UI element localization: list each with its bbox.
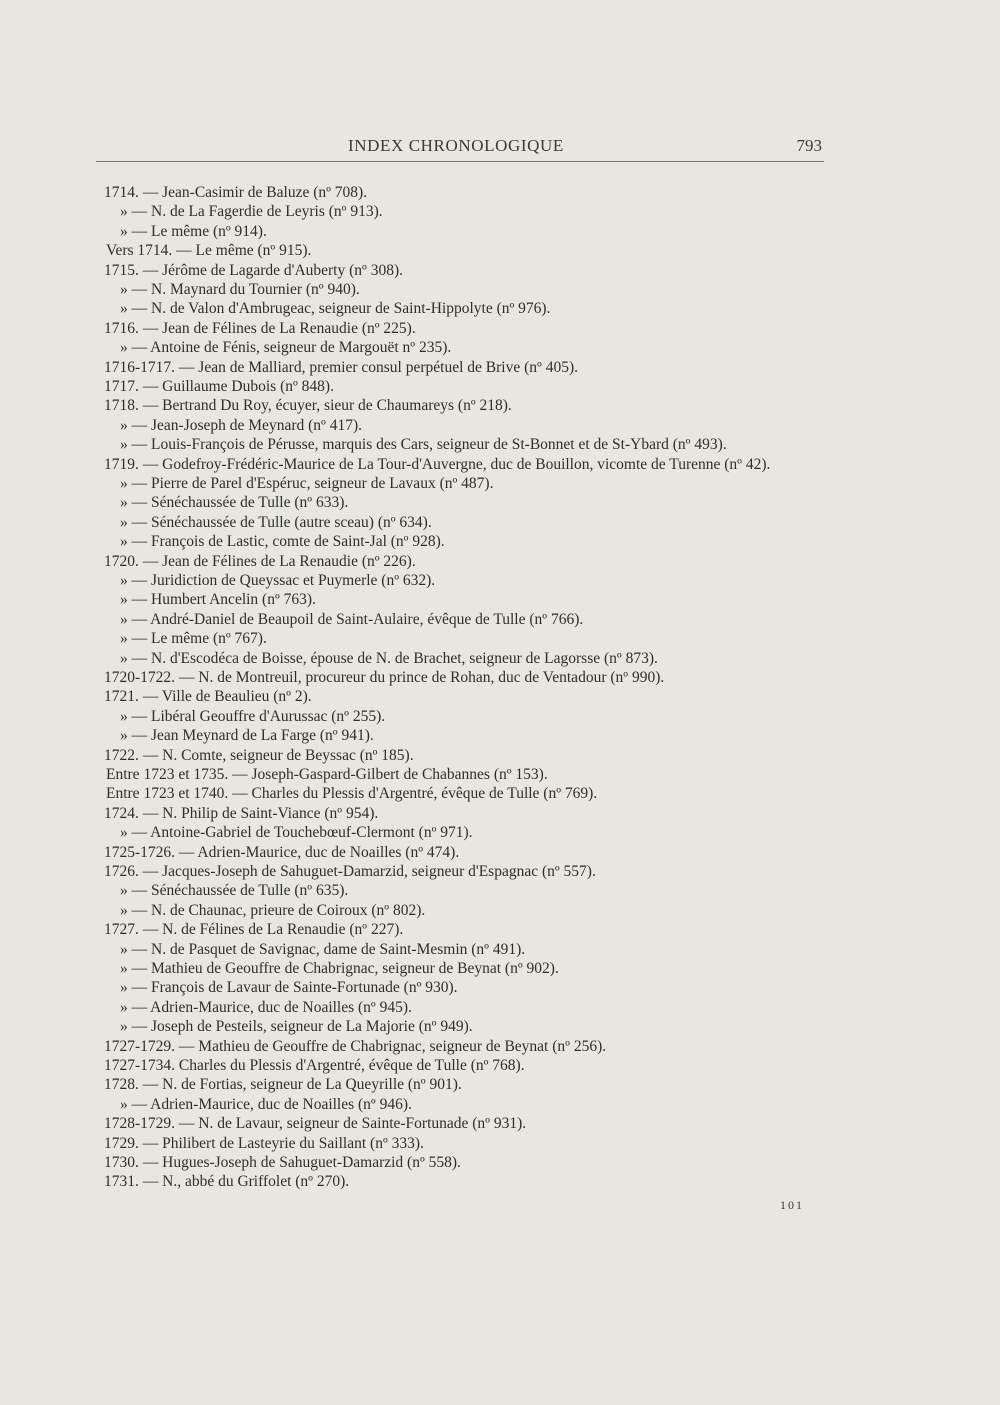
index-entry: » — Adrien-Maurice, duc de Noailles (nº 946). — [120, 1096, 412, 1113]
signature-mark: 101 — [780, 1198, 804, 1212]
index-entry: » — Sénéchaussée de Tulle (autre sceau) (nº 634). — [120, 514, 432, 531]
index-entry: 1714. — Jean-Casimir de Baluze (nº 708). — [104, 184, 368, 201]
index-entry: 1715. — Jérôme de Lagarde d'Auberty (nº 308). — [104, 262, 403, 279]
index-entry: » — Jean Meynard de La Farge (nº 941). — [120, 727, 374, 744]
index-entry: 1727-1729. — Mathieu de Geouffre de Chabrignac, seigneur de Beynat (nº 256). — [104, 1038, 607, 1055]
index-entry: » — N. Maynard du Tournier (nº 940). — [120, 281, 360, 298]
index-entry: » — Jean-Joseph de Meynard (nº 417). — [120, 417, 362, 434]
index-entry: » — Mathieu de Geouffre de Chabrignac, seigneur de Beynat (nº 902). — [120, 960, 559, 977]
index-entry: Entre 1723 et 1735. — Joseph-Gaspard-Gilbert de Chabannes (nº 153). — [106, 766, 548, 783]
index-entry: » — Le même (nº 767). — [120, 630, 267, 647]
index-entry: 1731. — N., abbé du Griffolet (nº 270). — [104, 1173, 350, 1190]
index-entry: » — N. de Pasquet de Savignac, dame de Saint-Mesmin (nº 491). — [120, 941, 526, 958]
index-entry: » — Sénéchaussée de Tulle (nº 635). — [120, 882, 349, 899]
index-entry: » — Adrien-Maurice, duc de Noailles (nº 945). — [120, 999, 412, 1016]
index-entry: Vers 1714. — Le même (nº 915). — [106, 242, 312, 259]
index-entry: » — Juridiction de Queyssac et Puymerle (nº 632). — [120, 572, 436, 589]
index-entry: 1730. — Hugues-Joseph de Sahuguet-Damarzid (nº 558). — [104, 1154, 461, 1171]
running-title: INDEX CHRONOLOGIQUE — [348, 136, 564, 155]
index-entry: 1728-1729. — N. de Lavaur, seigneur de Sainte-Fortunade (nº 931). — [104, 1115, 527, 1132]
index-entry: » — Joseph de Pesteils, seigneur de La Majorie (nº 949). — [120, 1018, 473, 1035]
index-entry: 1717. — Guillaume Dubois (nº 848). — [104, 378, 334, 395]
index-entry: 1720-1722. — N. de Montreuil, procureur du prince de Rohan, duc de Ventadour (nº 990). — [104, 669, 665, 686]
header-rule — [96, 161, 824, 162]
index-entry: » — Le même (nº 914). — [120, 223, 267, 240]
index-entry: » — N. d'Escodéca de Boisse, épouse de N. de Brachet, seigneur de Lagorsse (nº 873). — [120, 650, 658, 667]
index-entry: Entre 1723 et 1740. — Charles du Plessis d'Argentré, évêque de Tulle (nº 769). — [106, 785, 598, 802]
index-entry: 1728. — N. de Fortias, seigneur de La Queyrille (nº 901). — [104, 1076, 462, 1093]
index-entry: 1720. — Jean de Félines de La Renaudie (nº 226). — [104, 553, 416, 570]
index-entry: 1724. — N. Philip de Saint-Viance (nº 954). — [104, 805, 379, 822]
index-entry: » — Antoine de Fénis, seigneur de Margouët nº 235). — [120, 339, 452, 356]
page-number: 793 — [796, 136, 822, 155]
index-entry: 1721. — Ville de Beaulieu (nº 2). — [104, 688, 312, 705]
index-entry: 1716-1717. — Jean de Malliard, premier consul perpétuel de Brive (nº 405). — [104, 359, 578, 376]
index-entry: » — Louis-François de Pérusse, marquis des Cars, seigneur de St-Bonnet et de St-Ybard (nº 493). — [120, 436, 727, 453]
index-entry: 1729. — Philibert de Lasteyrie du Saillant (nº 333). — [104, 1135, 424, 1152]
index-entry: » — André-Daniel de Beaupoil de Saint-Aulaire, évêque de Tulle (nº 766). — [120, 611, 584, 628]
index-entry: 1722. — N. Comte, seigneur de Beyssac (nº 185). — [104, 747, 414, 764]
index-entry: » — Humbert Ancelin (nº 763). — [120, 591, 316, 608]
index-entry: 1716. — Jean de Félines de La Renaudie (nº 225). — [104, 320, 416, 337]
index-entry: 1725-1726. — Adrien-Maurice, duc de Noailles (nº 474). — [104, 844, 460, 861]
index-entry: » — François de Lavaur de Sainte-Fortunade (nº 930). — [120, 979, 458, 996]
index-entry: » — Antoine-Gabriel de Touchebœuf-Clermont (nº 971). — [120, 824, 473, 841]
page-header — [96, 132, 824, 162]
index-entry: 1727-1734. Charles du Plessis d'Argentré, évêque de Tulle (nº 768). — [104, 1057, 525, 1074]
index-entry: 1727. — N. de Félines de La Renaudie (nº 227). — [104, 921, 404, 938]
index-entry: » — N. de Valon d'Ambrugeac, seigneur de Saint-Hippolyte (nº 976). — [120, 300, 551, 317]
index-entry: 1718. — Bertrand Du Roy, écuyer, sieur de Chaumareys (nº 218). — [104, 397, 512, 414]
index-entry: » — N. de Chaunac, prieure de Coiroux (nº 802). — [120, 902, 426, 919]
index-entry: » — Sénéchaussée de Tulle (nº 633). — [120, 494, 349, 511]
index-entry: » — N. de La Fagerdie de Leyris (nº 913). — [120, 203, 383, 220]
index-entry: 1719. — Godefroy-Frédéric-Maurice de La Tour-d'Auvergne, duc de Bouillon, vicomte de Turenne (nº 42). — [104, 456, 771, 473]
index-entry: » — Libéral Geouffre d'Aurussac (nº 255). — [120, 708, 386, 725]
index-entry: » — François de Lastic, comte de Saint-Jal (nº 928). — [120, 533, 445, 550]
index-entry: » — Pierre de Parel d'Espéruc, seigneur de Lavaux (nº 487). — [120, 475, 494, 492]
index-entry: 1726. — Jacques-Joseph de Sahuguet-Damarzid, seigneur d'Espagnac (nº 557). — [104, 863, 596, 880]
